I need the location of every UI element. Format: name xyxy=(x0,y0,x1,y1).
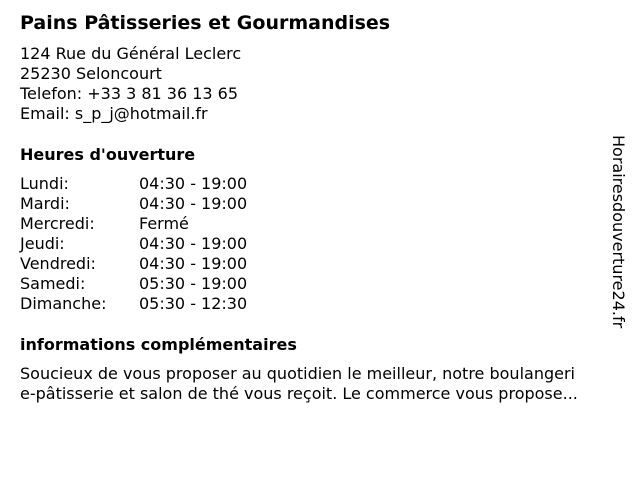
address-street: 124 Rue du Général Leclerc xyxy=(20,44,242,63)
hours-row-wednesday xyxy=(20,214,247,234)
email-address: Email: s_p_j@hotmail.fr xyxy=(20,104,208,123)
hours-row-monday xyxy=(20,174,247,194)
hours-row-friday xyxy=(20,254,247,274)
day-label: Dimanche: xyxy=(20,294,107,313)
address-city: 25230 Seloncourt xyxy=(20,64,162,83)
business-name: Pains Pâtisseries et Gourmandises xyxy=(20,12,391,34)
site-watermark: Horairesdouverture24.fr xyxy=(609,135,628,329)
day-label: Mardi: xyxy=(20,194,70,213)
hours-row-thursday xyxy=(20,234,247,254)
hours-row-tuesday xyxy=(20,194,247,214)
day-hours: 04:30 - 19:00 xyxy=(139,254,248,273)
hours-table xyxy=(20,174,247,314)
day-label: Vendredi: xyxy=(20,254,96,273)
info-line: e-pâtisserie et salon de thé vous reçoit. Le commerce vous propose... xyxy=(20,384,578,403)
day-hours: 05:30 - 12:30 xyxy=(139,294,248,313)
day-hours: 05:30 - 19:00 xyxy=(139,274,248,293)
day-label: Jeudi: xyxy=(20,234,65,253)
day-label: Lundi: xyxy=(20,174,69,193)
day-hours: Fermé xyxy=(139,214,189,233)
day-label: Samedi: xyxy=(20,274,86,293)
info-line: Soucieux de vous proposer au quotidien le meilleur, notre boulangeri xyxy=(20,364,575,383)
hours-row-sunday xyxy=(20,294,247,314)
phone-number: Telefon: +33 3 81 36 13 65 xyxy=(20,84,239,103)
hours-row-saturday xyxy=(20,274,247,294)
contact-block xyxy=(20,44,241,124)
day-label: Mercredi: xyxy=(20,214,95,233)
day-hours: 04:30 - 19:00 xyxy=(139,234,248,253)
day-hours: 04:30 - 19:00 xyxy=(139,174,248,193)
hours-heading: Heures d'ouverture xyxy=(20,145,196,164)
day-hours: 04:30 - 19:00 xyxy=(139,194,248,213)
info-description xyxy=(20,364,632,404)
info-heading: informations complémentaires xyxy=(20,335,297,354)
